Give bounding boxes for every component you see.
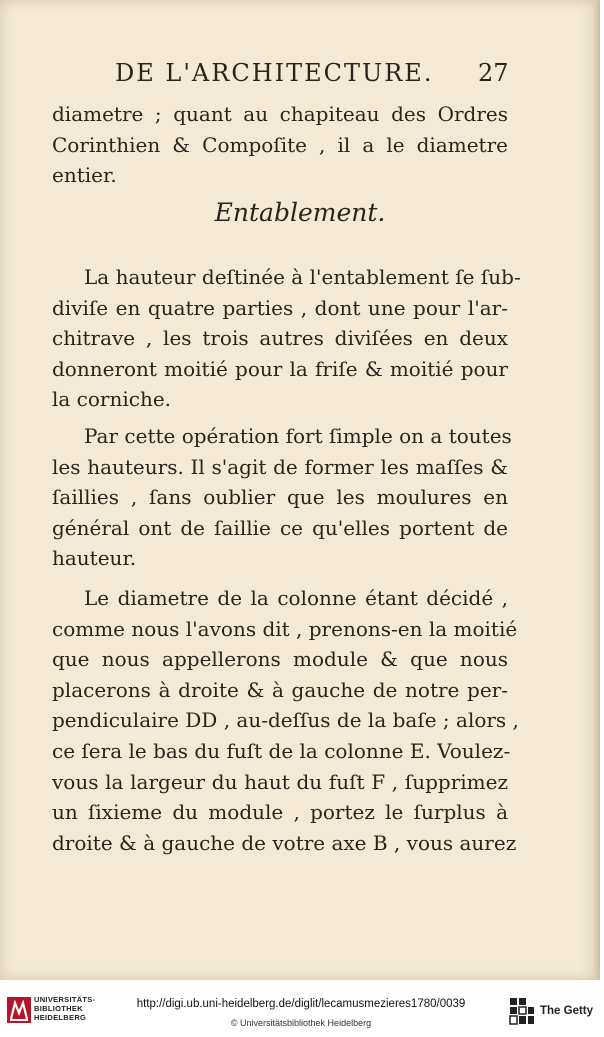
text-line: général ont de ſaillie ce qu'elles portent de: [52, 515, 508, 540]
text-line: les hauteurs. Il s'agit de former les maſſes &: [52, 454, 508, 479]
getty-logo-icon: [508, 996, 536, 1026]
text-line: droite & à gauche de votre axe B , vous aurez: [52, 830, 517, 855]
text-line: entier.: [52, 163, 117, 188]
library-name-line: UNIVERSITÄTS-: [34, 995, 96, 1004]
university-library-name: [34, 995, 95, 1022]
page-number: 27: [478, 59, 509, 87]
text-line: hauteur.: [52, 546, 137, 571]
permalink-url[interactable]: http://digi.ub.uni-heidelberg.de/diglit/lecamusmezieres1780/0039: [136, 998, 466, 1010]
page-edge: [594, 0, 600, 980]
text-line: Par cette opération fort ſimple on a toutes: [84, 424, 512, 448]
text-line: la corniche.: [52, 387, 172, 412]
getty-name: The Getty: [540, 1005, 594, 1017]
text-line: ſaillies , ſans oublier que les moulures en: [52, 485, 508, 510]
text-line: Corinthien & Compoſite , il a le diametre: [52, 132, 508, 157]
university-library-logo-icon: [6, 995, 32, 1025]
paragraph: [52, 262, 521, 415]
running-title: DE L'ARCHITECTURE.: [115, 59, 434, 87]
text-line: Le diametre de la colonne étant décidé ,: [84, 586, 508, 610]
library-name-line: HEIDELBERG: [34, 1013, 87, 1022]
text-line: diametre ; quant au chapiteau des Ordres: [52, 102, 508, 126]
paragraph: [52, 583, 519, 858]
copyright-notice: © Universitätsbibliothek Heidelberg: [230, 1018, 372, 1028]
text-line: vous la largeur du haut du fuſt F , ſupprimez: [52, 769, 508, 794]
text-line: donneront moitié pour la friſe & moitié pour: [52, 356, 508, 381]
text-line: comme nous l'avons dit , prenons-en la moitié: [52, 616, 518, 641]
intro-text: [52, 99, 508, 191]
text-line: ce ſera le bas du fuſt de la colonne E. Voulez-: [52, 738, 511, 763]
viewer-footer: [0, 985, 604, 1037]
text-line: diviſe en quatre parties , dont une pour l'ar-: [52, 295, 508, 320]
text-line: La hauteur deſtinée à l'entablement ſe ſub-: [84, 265, 521, 289]
text-line: pendiculaire DD , au-deſſus de la baſe ; alors ,: [52, 708, 519, 733]
text-line: chitrave , les trois autres diviſées en deux: [52, 326, 508, 351]
text-line: un ſixieme du module , portez le ſurplus à: [52, 800, 508, 825]
running-head: [0, 56, 600, 92]
text-line: que nous appellerons module & que nous: [52, 647, 508, 672]
section-heading: Entablement.: [214, 198, 386, 227]
paragraph: [52, 421, 512, 574]
text-line: placerons à droite & à gauche de notre per-: [52, 677, 508, 702]
library-name-line: BIBLIOTHEK: [34, 1004, 83, 1013]
